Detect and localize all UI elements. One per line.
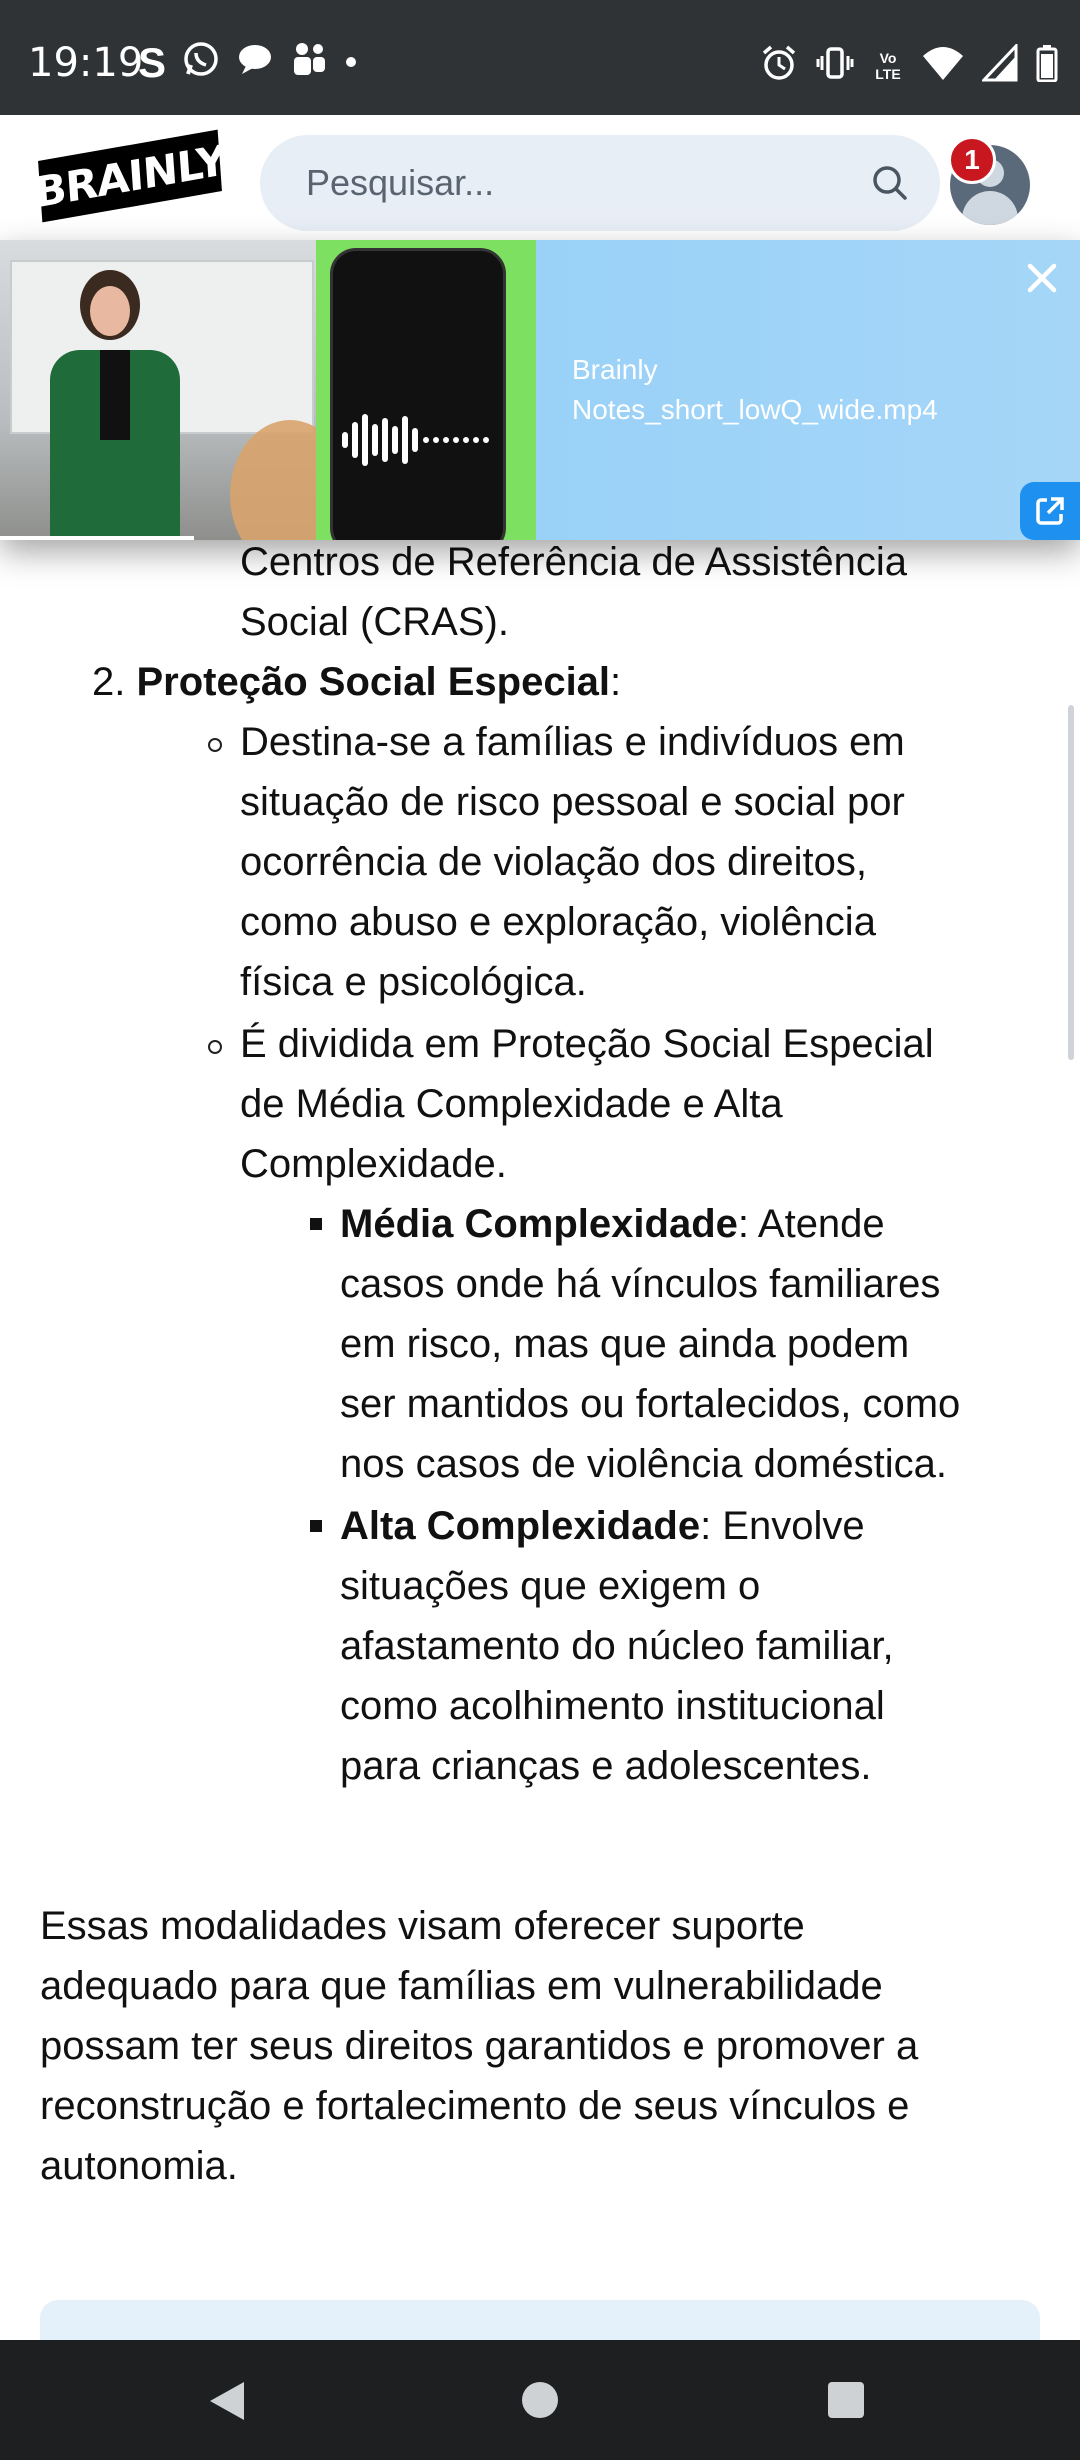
alta-line: situações que exigem o xyxy=(340,1564,761,1608)
s-icon: S xyxy=(138,39,167,86)
presenter-shirt xyxy=(100,350,130,440)
bullet-circle xyxy=(208,1040,222,1054)
close-icon[interactable] xyxy=(1024,260,1060,296)
search-bar[interactable] xyxy=(260,135,940,231)
vibrate-icon xyxy=(816,44,854,87)
system-nav-bar xyxy=(0,2340,1080,2460)
dot-icon xyxy=(344,40,358,86)
alarm-icon xyxy=(760,44,798,87)
phone-mockup xyxy=(330,248,506,540)
back-icon[interactable] xyxy=(208,2380,248,2422)
list-item-number xyxy=(92,652,621,712)
video-thumbnail[interactable] xyxy=(0,240,536,540)
item-colon: : xyxy=(610,660,622,704)
whatsapp-icon xyxy=(182,40,220,86)
cras-line-2: Social (CRAS). xyxy=(240,600,509,644)
alta-line: como acolhimento institucional xyxy=(340,1684,885,1728)
bullet1-line: ocorrência de violação dos direitos, xyxy=(240,840,868,884)
media-rest: : Atende xyxy=(737,1202,885,1246)
alta-rest: : Envolve xyxy=(700,1504,865,1548)
conclusion-line: adequado para que famílias em vulnerabilidade xyxy=(40,1964,883,2008)
bullet2-line: de Média Complexidade e Alta xyxy=(240,1082,783,1126)
video-title-line2: Notes_short_lowQ_wide.mp4 xyxy=(572,394,938,425)
media-line: ser mantidos ou fortalecidos, como xyxy=(340,1382,961,1426)
system-icons xyxy=(760,44,1058,87)
bullet-circle xyxy=(208,738,222,752)
media-line: casos onde há vínculos familiares xyxy=(340,1262,941,1306)
conclusion-line: Essas modalidades visam oferecer suporte xyxy=(40,1904,805,1948)
battery-icon xyxy=(1036,44,1058,87)
notification-badge[interactable]: 1 xyxy=(948,136,996,184)
item-number: 2. xyxy=(92,660,126,704)
bullet2-line: Complexidade. xyxy=(240,1142,507,1186)
status-bar xyxy=(0,0,1080,115)
bullet1-line: como abuso e exploração, violência xyxy=(240,900,876,944)
bullet1-line: situação de risco pessoal e social por xyxy=(240,780,905,824)
media-line: nos casos de violência doméstica. xyxy=(340,1442,947,1486)
signal-icon xyxy=(982,44,1018,87)
alta-line-first xyxy=(340,1496,865,1556)
status-time: 19:19 xyxy=(28,40,144,86)
teams-icon xyxy=(290,40,328,86)
video-title-line1: Brainly xyxy=(572,354,658,385)
video-overlay[interactable] xyxy=(0,240,1080,540)
search-input[interactable] xyxy=(304,161,848,205)
conclusion-line: reconstrução e fortalecimento de seus vínculos e xyxy=(40,2084,910,2128)
bullet-square xyxy=(310,1520,322,1532)
chat-bubble-icon xyxy=(236,40,274,86)
brainly-logo[interactable]: BRAINLY xyxy=(38,130,222,223)
media-title: Média Complexidade xyxy=(340,1202,738,1246)
recent-apps-icon[interactable] xyxy=(828,2382,864,2418)
alta-line: para crianças e adolescentes. xyxy=(340,1744,872,1788)
avatar-body-shape xyxy=(962,191,1018,225)
video-title xyxy=(572,350,992,430)
alta-title: Alta Complexidade xyxy=(340,1504,701,1548)
home-icon[interactable] xyxy=(522,2382,558,2418)
cras-line-1: Centros de Referência de Assistência xyxy=(240,540,908,584)
conclusion-line: autonomia. xyxy=(40,2144,238,2188)
scrollbar[interactable] xyxy=(1068,705,1074,1060)
media-line-first xyxy=(340,1194,885,1254)
conclusion-line: possam ter seus direitos garantidos e promover a xyxy=(40,2024,919,2068)
bullet2-line: É dividida em Proteção Social Especial xyxy=(240,1022,934,1066)
wifi-icon xyxy=(922,44,964,87)
bullet-square xyxy=(310,1218,322,1230)
external-link-icon xyxy=(1033,494,1067,528)
open-external-button[interactable] xyxy=(1020,482,1080,540)
item-title: Proteção Social Especial xyxy=(136,660,611,704)
bullet1-line: física e psicológica. xyxy=(240,960,587,1004)
bullet1-line: Destina-se a famílias e indivíduos em xyxy=(240,720,905,764)
notification-icons xyxy=(138,40,358,86)
alta-line: afastamento do núcleo familiar, xyxy=(340,1624,894,1668)
video-progress-bar[interactable] xyxy=(0,536,194,540)
volte-icon: Vo LTE xyxy=(875,49,901,82)
search-icon[interactable] xyxy=(870,163,910,203)
media-line: em risco, mas que ainda podem xyxy=(340,1322,910,1366)
app-header xyxy=(0,115,1080,241)
presenter-face xyxy=(90,286,130,336)
audio-wave-icon xyxy=(340,410,500,470)
